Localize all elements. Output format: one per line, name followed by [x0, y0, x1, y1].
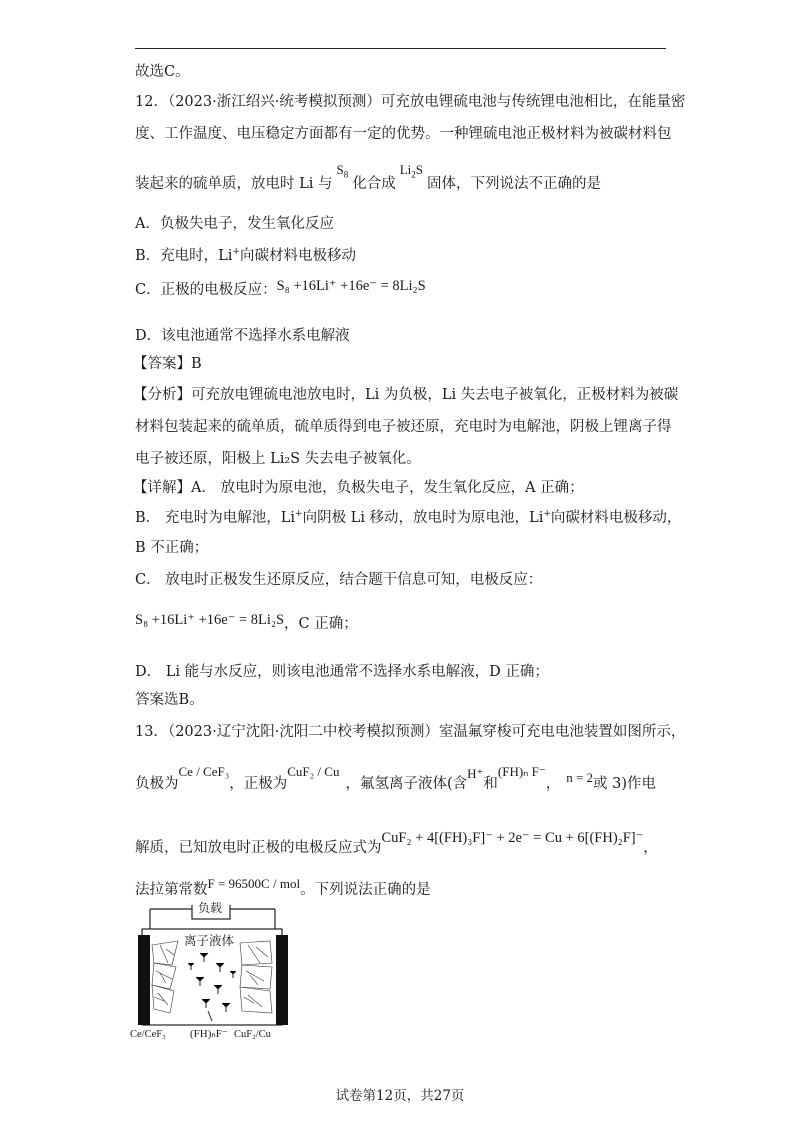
- right-electrode: [276, 935, 288, 1025]
- answer-line: 【答案】B: [133, 356, 202, 372]
- detail-line-6: D． Li 能与水反应，则该电池通常不选择水系电解液，D 正确；: [135, 664, 549, 680]
- option-b: B．充电时，Li+向碳材料电极移动: [135, 247, 356, 264]
- detail-line-4: C． 放电时正极发生还原反应，结合题干信息可知，电极反应：: [135, 572, 543, 588]
- option-c: C．正极的电极反应：S₈ +16Li⁺ +16e⁻ = 8Li₂S: [135, 278, 426, 298]
- final-answer: 答案选B。: [135, 692, 204, 708]
- fh-ion: (FH)ₙ F⁻: [497, 764, 546, 779]
- detail-line-3: B 不正确；: [135, 540, 209, 556]
- positive-electrode-equation: CuF₂ + 4[(FH)₃F]⁻ + 2e⁻ = Cu + 6[(FH)₂F]⁻: [381, 830, 644, 846]
- right-lattice: [240, 941, 272, 1013]
- detail-line-5: S₈ +16Li⁺ +16e⁻ = 8Li₂S，C 正确；: [135, 612, 358, 632]
- option-c-equation: S₈ +16Li⁺ +16e⁻ = 8Li₂S: [276, 278, 426, 294]
- left-electrode-label: Ce/CeF₃: [130, 1029, 166, 1040]
- q12-text: 化合成: [352, 176, 396, 192]
- analysis-line-3: 电子被还原，阳极上 Li₂S 失去电子被氧化。: [135, 451, 421, 467]
- left-electrode: [138, 935, 150, 1025]
- liquid-label: 离子液体: [184, 933, 235, 948]
- q12-text: 装起来的硫单质，放电时 Li 与: [135, 176, 333, 192]
- analysis-line-2: 材料包装起来的硫单质，硫单质得到电子被还原，充电时为电解池，阴极上锂离子得: [135, 419, 672, 435]
- q12-stem-line-1: 12．（2023·浙江绍兴·统考模拟预测）可充放电锂硫电池与传统锂电池相比，在能量密: [135, 94, 686, 110]
- prev-answer: 故选C。: [135, 64, 190, 80]
- q13-stem-line-4: 法拉第常数F = 96500C / mol。下列说法正确的是: [135, 876, 431, 898]
- option-d: D．该电池通常不选择水系电解液: [135, 328, 350, 344]
- negative-electrode: Ce / CeF₃: [178, 764, 230, 779]
- faraday-constant: F = 96500C / mol: [207, 876, 301, 891]
- left-lattice: [152, 941, 178, 1013]
- load-label: 负载: [198, 901, 223, 915]
- battery-diagram: [130, 901, 290, 1045]
- ion-particles: [188, 953, 236, 1021]
- q13-stem-line-3: 解质，已知放电时正极的电极反应式为CuF₂ + 4[(FH)₃F]⁻ + 2e⁻ = Cu + 6[(FH)₂F]⁻，: [135, 830, 658, 856]
- q13-stem-line-2: 负极为Ce / CeF₃，正极为CuF₂ / Cu，氟氢离子液体(含H⁺和(FH)ₙ F⁻， n = 2或 3)作电: [135, 764, 657, 792]
- q12-stem-line-3: [135, 162, 602, 194]
- q12-text: 固体，下列说法不正确的是: [427, 176, 602, 192]
- analysis-line-1: 【分析】可充放电锂硫电池放电时，Li 为负极，Li 失去电子被氧化，正极材料为被碳: [133, 387, 679, 403]
- middle-ion-label: (FH)ₙF⁻: [190, 1028, 228, 1040]
- positive-electrode: CuF₂ / Cu: [287, 764, 340, 779]
- battery-diagram-svg: [130, 905, 290, 1045]
- s8-formula: $S_8$: [336, 162, 349, 180]
- header-rule: [135, 48, 666, 49]
- option-a: A．负极失电子，发生氧化反应: [135, 216, 334, 232]
- li2s-formula: $Li_2S$: [399, 162, 424, 180]
- detail-line-1: 【详解】A． 放电时为原电池，负极失电子，发生氧化反应，A 正确；: [133, 480, 584, 496]
- q13-stem-line-1: 13．（2023·辽宁沈阳·沈阳二中校考模拟预测）室温氟穿梭可充电电池装置如图所示，: [135, 724, 686, 740]
- detail-line-2: B． 充电时为电解池，Li+向阴极 Li 移动，放电时为原电池，Li+向碳材料电极移动，: [135, 509, 682, 526]
- h-ion: H⁺: [467, 766, 484, 781]
- n-value: n = 2: [566, 770, 594, 785]
- right-electrode-label: CuF₂/Cu: [234, 1029, 271, 1040]
- q12-stem-line-2: 度、工作温度、电压稳定方面都有一定的优势。一种锂硫电池正极材料为被碳材料包: [135, 126, 672, 142]
- page-footer: 试卷第12页，共27页: [335, 1088, 465, 1104]
- detail-equation: S₈ +16Li⁺ +16e⁻ = 8Li₂S: [135, 612, 285, 628]
